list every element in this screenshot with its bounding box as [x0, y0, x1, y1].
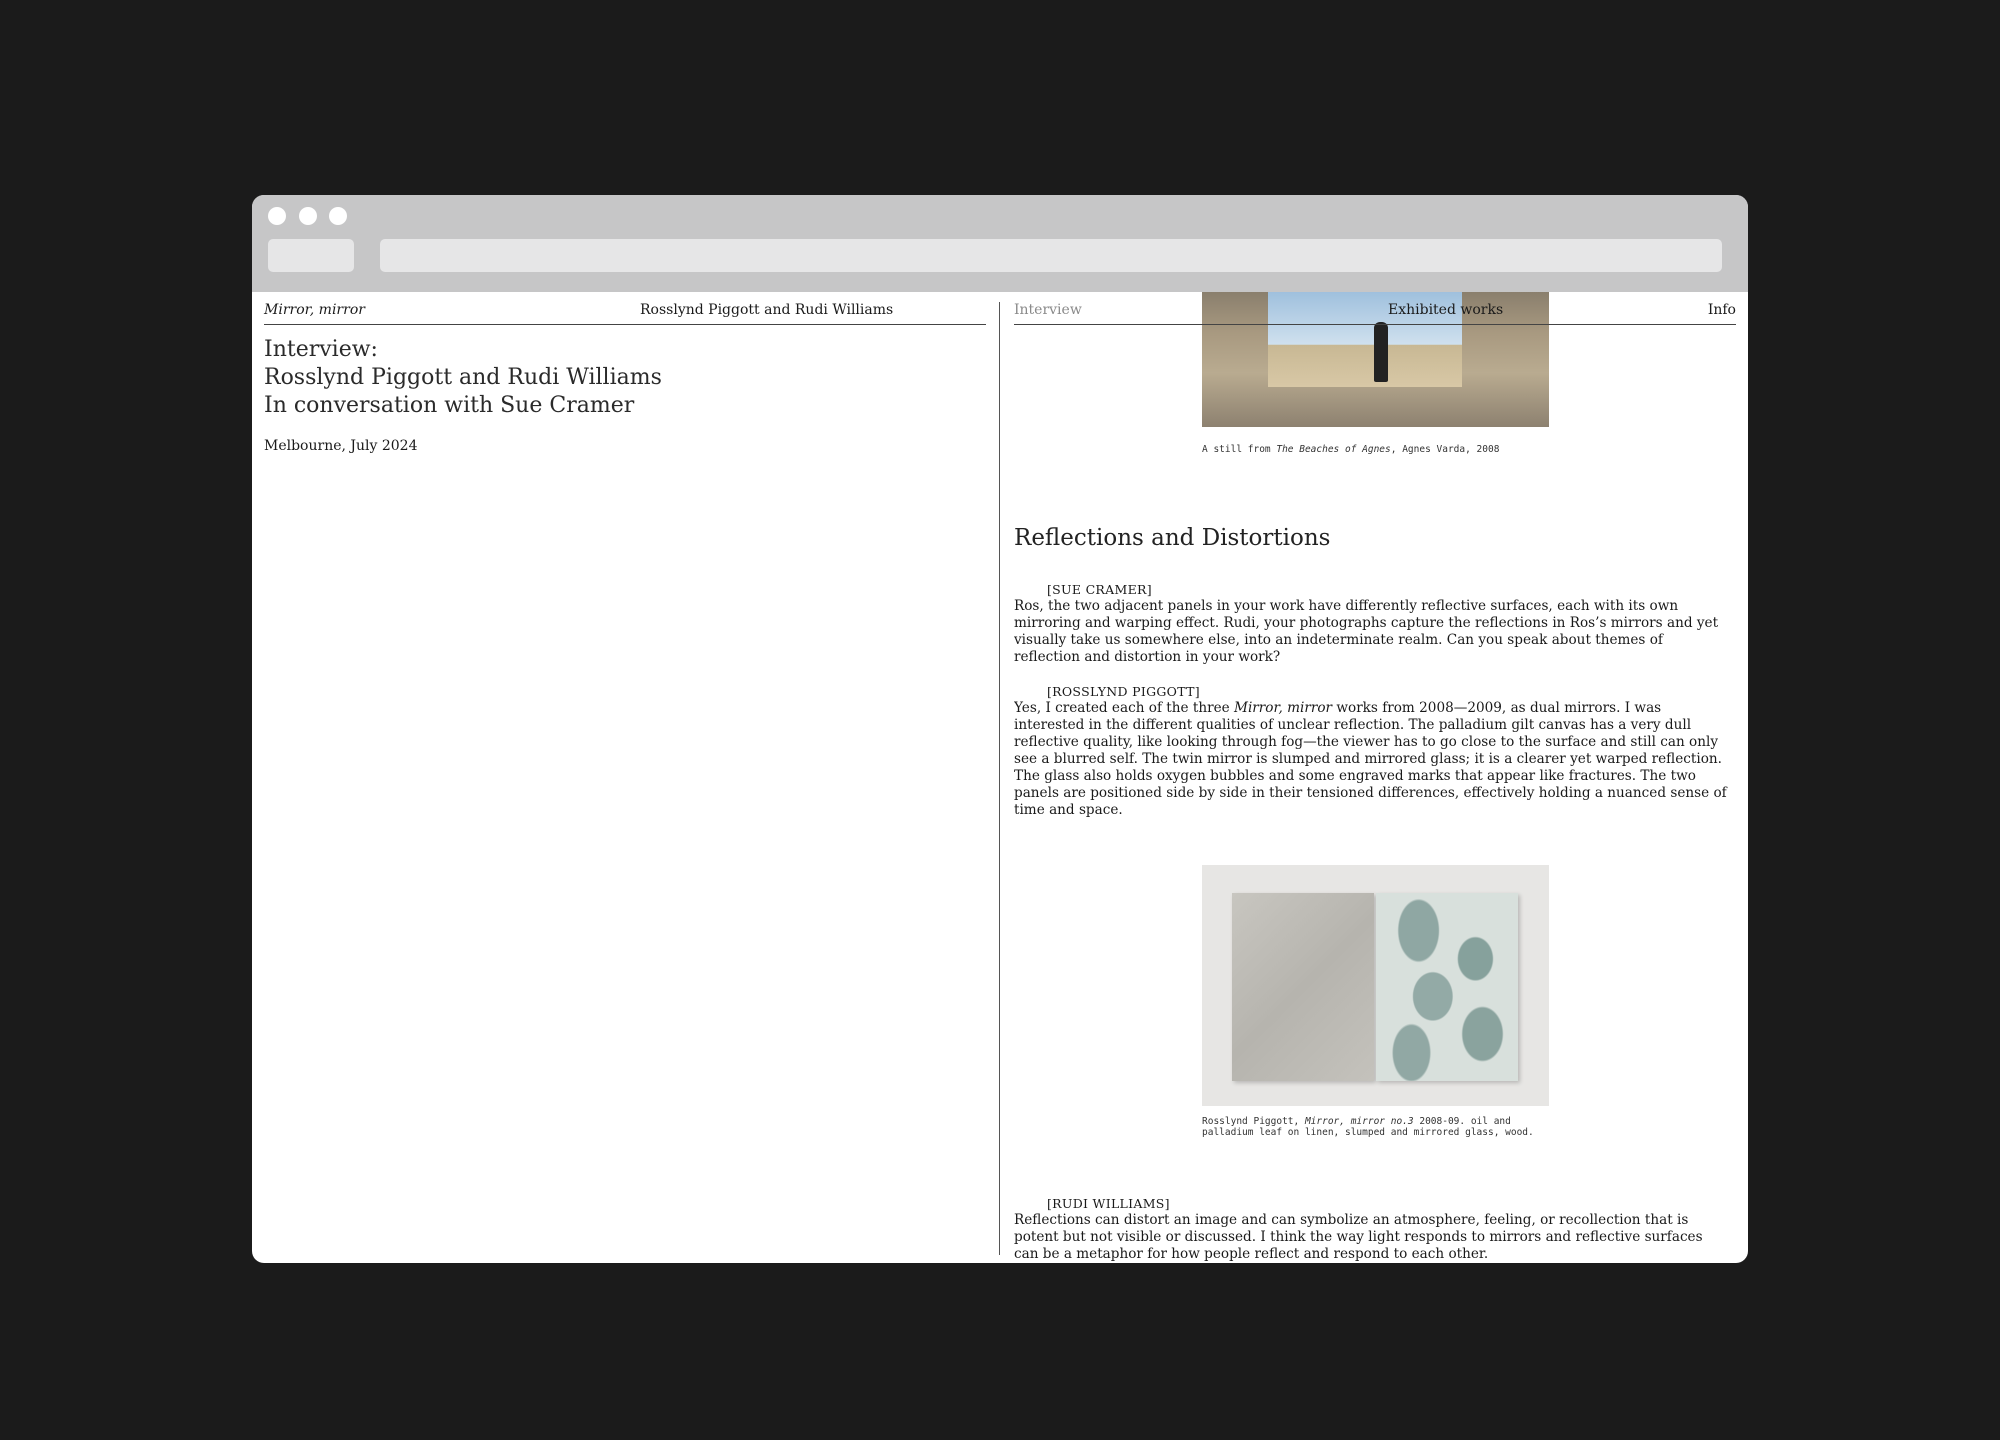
para-text-start: Yes, I created each of the three	[1014, 700, 1235, 716]
nav-interview-link[interactable]: Interview	[1014, 302, 1082, 318]
address-bar[interactable]	[380, 239, 1722, 272]
window-maximize-button[interactable]	[329, 207, 347, 225]
palladium-panel	[1232, 893, 1374, 1081]
left-pane	[264, 292, 986, 1263]
window-close-button[interactable]	[268, 207, 286, 225]
browser-chrome	[252, 195, 1748, 292]
location-date: Melbourne, July 2024	[264, 438, 418, 454]
caption-title: Mirror, mirror no.3	[1304, 1116, 1414, 1127]
paragraph-rudi-williams: Reflections can distort an image and can symbolize an atmosphere, feeling, or recollection that is potent but not visible or discussed. I think the way light responds to mirrors and reflective surfaces can be a metaphor for how people reflect and respond to each other.	[1014, 1212, 1703, 1262]
publication-title[interactable]: Mirror, mirror	[264, 302, 365, 318]
right-pane[interactable]	[1014, 292, 1736, 1263]
film-still-caption	[1202, 444, 1499, 455]
speaker-rosslynd-piggott: [ROSSLYND PIGGOTT]	[1047, 684, 1200, 699]
title-line-1: Interview:	[264, 337, 378, 362]
right-nav	[1014, 302, 1736, 325]
caption-prefix: A still from	[1202, 444, 1277, 455]
artists-name: Rosslynd Piggott and Rudi Williams	[640, 302, 894, 318]
window-minimize-button[interactable]	[299, 207, 317, 225]
para-work-title: Mirror, mirror	[1234, 700, 1333, 716]
caption-suffix: , Agnes Varda, 2008	[1390, 444, 1500, 455]
speaker-sue-cramer: [SUE CRAMER]	[1047, 582, 1152, 597]
caption-title: The Beaches of Agnes	[1276, 444, 1391, 455]
page-title	[264, 336, 662, 420]
browser-window	[252, 195, 1748, 1263]
caption-prefix: Rosslynd Piggott,	[1202, 1116, 1305, 1127]
speaker-rudi-williams: [RUDI WILLIAMS]	[1047, 1196, 1170, 1211]
title-line-3: In conversation with Sue Cramer	[264, 393, 635, 418]
title-line-2: Rosslynd Piggott and Rudi Williams	[264, 365, 662, 390]
section-heading: Reflections and Distortions	[1014, 525, 1331, 551]
artwork-image	[1202, 865, 1549, 1106]
artwork-caption	[1202, 1116, 1547, 1138]
left-header	[264, 302, 986, 325]
paragraph-rosslynd-piggott	[1014, 700, 1730, 819]
nav-info-link[interactable]: Info	[1707, 302, 1736, 318]
person-figure	[1374, 322, 1388, 382]
caption-suffix: 2008-09. oil and palladium leaf on linen, slumped and mirrored glass, wood.	[1202, 1116, 1534, 1138]
browser-nav-button[interactable]	[268, 239, 354, 272]
paragraph-sue-cramer: Ros, the two adjacent panels in your work have differently reflective surfaces, each with its own mirroring and warping effect. Rudi, your photographs capture the reflections in Ros’s mirrors and yet visually take us somewhere else, into an indeterminate realm. Can you speak about themes of reflection and distortion in your work?	[1014, 598, 1719, 665]
column-divider	[999, 302, 1000, 1255]
nav-exhibited-works-link[interactable]: Exhibited works	[1388, 302, 1504, 318]
mirror-panel	[1376, 893, 1518, 1081]
para-text-end: works from 2008—2009, as dual mirrors. I was interested in the different qualities of unclear reflection. The palladium gilt canvas has a very dull reflective quality, like looking through fog—the viewer has to go close to the surface and still can only see a blurred self. The twin mirror is slumped and mirrored glass; it is a clearer yet warped reflection. The glass also holds oxygen bubbles and some engraved marks that appear like fractures. The two panels are positioned side by side in their tensioned differences, effectively holding a nuanced sense of time and space.	[1014, 700, 1727, 818]
